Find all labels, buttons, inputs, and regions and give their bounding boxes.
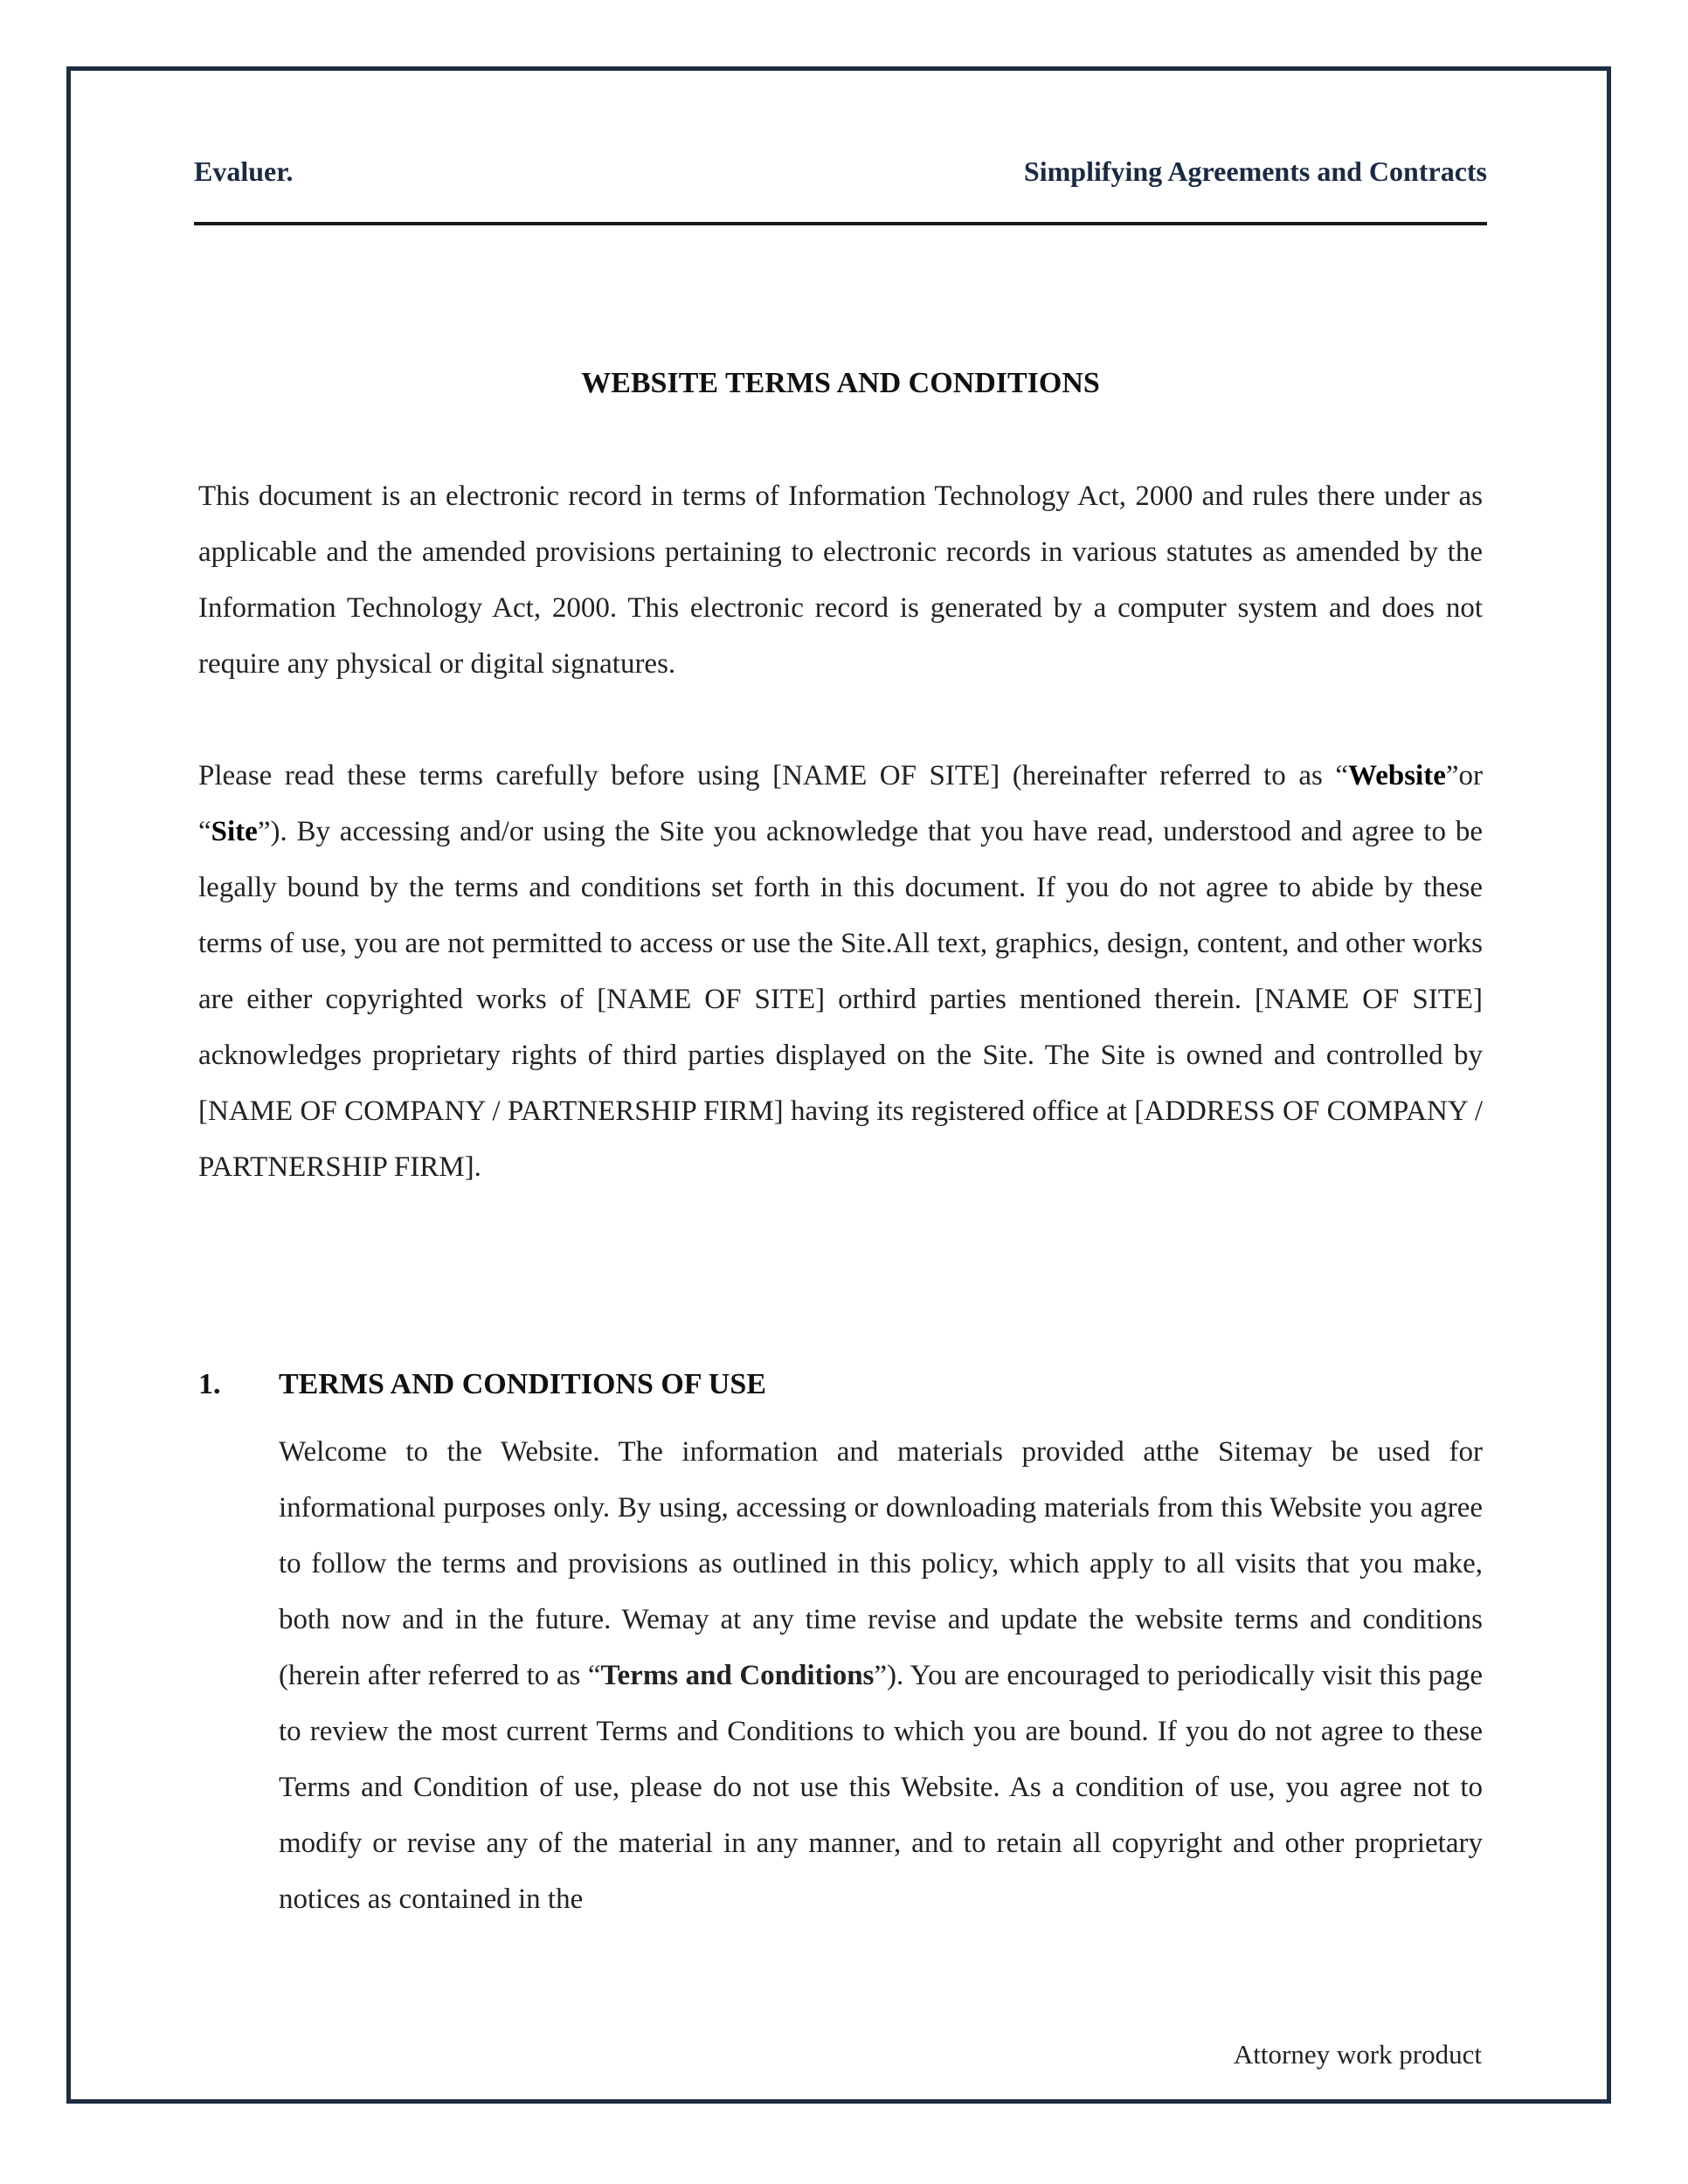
intro-paragraph-2 bbox=[198, 748, 1483, 1195]
intro-paragraph-1: This document is an electronic record in terms of Information Technology Act, 2000 and rules there under as applicable and the amended provisions pertaining to electronic records in various statutes as amended by the Information Technology Act, 2000. This electronic record is generated by a computer system and does not require any physical or digital signatures. bbox=[198, 480, 1483, 680]
website-term: Website bbox=[1348, 760, 1446, 791]
site-term: Site bbox=[211, 816, 258, 847]
header-divider bbox=[194, 222, 1487, 225]
intro-p2-text-c: ”or “ bbox=[198, 760, 1483, 847]
page-header bbox=[194, 156, 1487, 194]
section-number: 1. bbox=[198, 1368, 221, 1400]
intro-p2-text-d: ”). By accessing and/or using the Site you acknowledge that you have read, understood and agree to be legally bound by the terms and conditions set forth in this document. If you do not agree to abide by these terms of use, you are not permitted to access or use the Site.All text, graphics, design, content, and other works are either copyrighted works of [NAME OF SITE] orthird parties mentioned therein. [NAME OF SITE] acknowledges proprietary rights of third parties displayed on the Site. The Site is owned and controlled by [NAME OF COMPANY / PARTNERSHIP FIRM] having its registered office at [ADDRESS OF COMPANY / PARTNERSHIP FIRM]. bbox=[198, 816, 1483, 1183]
page-footer: Attorney work product bbox=[1233, 2039, 1482, 2070]
intro-p2-text-a: Please read these terms carefully before using [NAME OF SITE] (hereinafter referred to as “ bbox=[198, 760, 1349, 791]
section-1-text-b: ”). You are encouraged to periodically visit this page to review the most current Terms and Conditions to which you are bound. If you do not agree to these Terms and Condition of use, please do not use this Website. As a condition of use, you agree not to modify or revise any of the material in any manner, and to retain all copyright and other proprietary notices as contained in the bbox=[279, 1660, 1483, 1915]
section-1-text-a: Welcome to the Website. The information and materials provided atthe Sitemay be used for informational purposes only. By using, accessing or downloading materials from this Website you agree to follow the terms and provisions as outlined in this policy, which apply to all visits that you make, both now and in the future. Wemay at any time revise and update the website terms and conditions (herein after referred to as “ bbox=[279, 1436, 1483, 1691]
section-1-heading bbox=[198, 1368, 1483, 1424]
terms-and-conditions-term: Terms and Conditions bbox=[600, 1660, 875, 1691]
section-title: TERMS AND CONDITIONS OF USE bbox=[279, 1368, 766, 1400]
document-title: WEBSITE TERMS AND CONDITIONS bbox=[581, 367, 1100, 399]
section-1-body bbox=[279, 1424, 1483, 1927]
brand-tagline: Simplifying Agreements and Contracts bbox=[1023, 156, 1487, 187]
section-1 bbox=[198, 1368, 1483, 1927]
brand-name: Evaluer. bbox=[194, 156, 294, 187]
